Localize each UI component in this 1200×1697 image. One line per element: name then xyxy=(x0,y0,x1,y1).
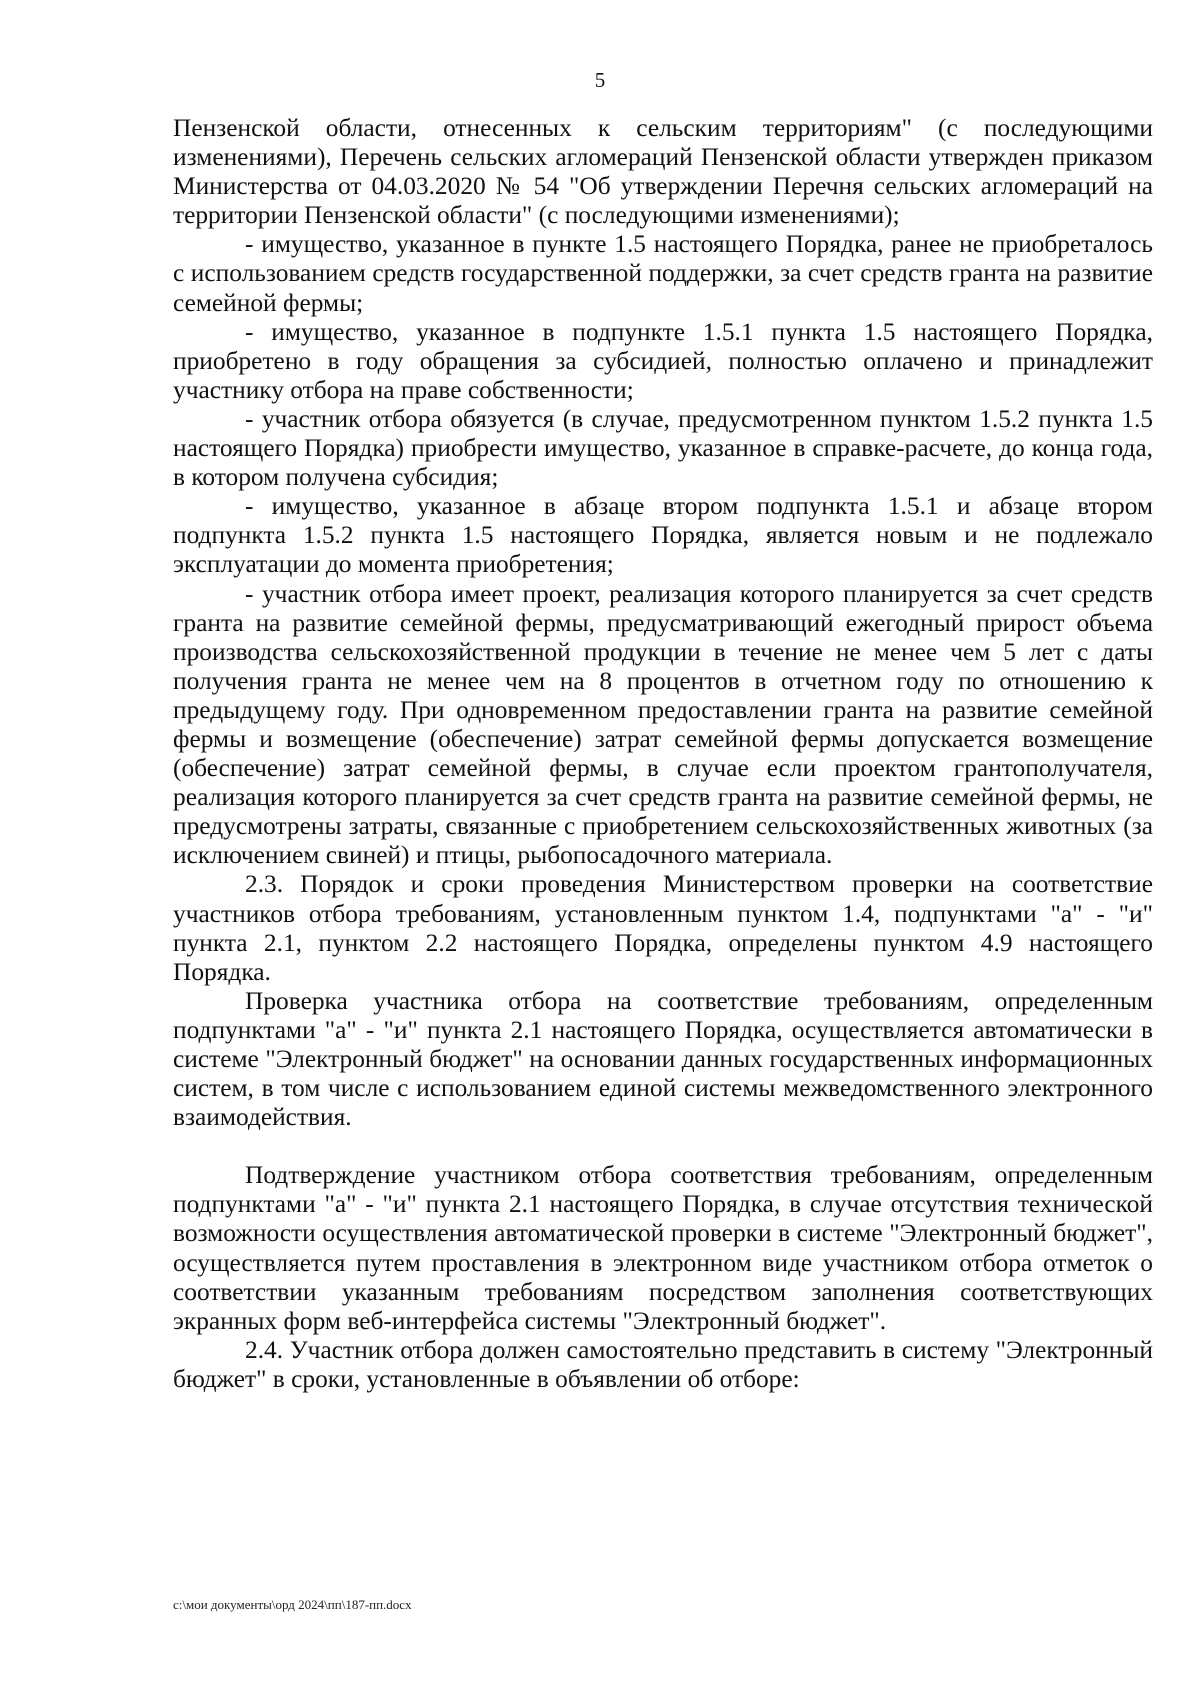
paragraph-section-2-3: 2.3. Порядок и сроки проведения Министерством проверки на соответствие участников отбора требованиям, установленным пунктом 1.4, подпунктами "а" - "и" пункта 2.1, пунктом 2.2 настоящего Порядка, определены пунктом 4.9 настоящего Порядка. xyxy=(173,870,1153,986)
paragraph-property-new: - имущество, указанное в абзаце втором подпункта 1.5.1 и абзаце втором подпункта 1.5.2 пункта 1.5 настоящего Порядка, является новым и не подлежало эксплуатации до момента приобретения; xyxy=(173,492,1153,579)
blank-line xyxy=(173,1132,1153,1161)
paragraph-participant-obligation: - участник отбора обязуется (в случае, предусмотренном пунктом 1.5.2 пункта 1.5 настоящего Порядка) приобрести имущество, указанное в справке-расчете, до конца года, в котором получена субсидия; xyxy=(173,404,1153,492)
paragraph-property-acquired: - имущество, указанное в подпункте 1.5.1 пункта 1.5 настоящего Порядка, приобретено в году обращения за субсидией, полностью оплачено и принадлежит участнику отбора на праве собственности; xyxy=(173,317,1153,404)
document-body xyxy=(173,114,1153,1394)
paragraph-section-2-4: 2.4. Участник отбора должен самостоятельно представить в систему "Электронный бюджет" в сроки, установленные в объявлении об отборе: xyxy=(173,1335,1153,1393)
paragraph-automatic-check: Проверка участника отбора на соответствие требованиям, определенным подпунктами "а" - "и" пункта 2.1 настоящего Порядка, осуществляется автоматически в системе "Электронный бюджет" на основании данных государственных информационных систем, в том числе с использованием единой системы межведомственного электронного взаимодействия. xyxy=(173,986,1153,1132)
paragraph-project-growth: - участник отбора имеет проект, реализация которого планируется за счет средств гранта на развитие семейной фермы, предусматривающий ежегодный прирост объема производства сельскохозяйственной продукции в течение не менее чем 5 лет с даты получения гранта не менее чем на 8 процентов в отчетном году по отношению к предыдущему году. При одновременном предоставлении гранта на развитие семейной фермы и возмещение (обеспечение) затрат семейной фермы допускается возмещение (обеспечение) затрат семейной фермы, в случае если проектом грантополучателя, реализация которого планируется за счет средств гранта на развитие семейной фермы, не предусмотрены затраты, связанные с приобретением сельскохозяйственных животных (за исключением свиней) и птицы, рыбопосадочного материала. xyxy=(173,579,1153,870)
paragraph-confirmation: Подтверждение участником отбора соответствия требованиям, определенным подпунктами "а" - "и" пункта 2.1 настоящего Порядка, в случае отсутствия технической возможности осуществления автоматической проверки в системе "Электронный бюджет", осуществляется путем проставления в электронном виде участником отбора отметок о соответствии указанным требованиям посредством заполнения соответствующих экранных форм веб-интерфейса системы "Электронный бюджет". xyxy=(173,1161,1153,1335)
paragraph-property-not-purchased: - имущество, указанное в пункте 1.5 настоящего Порядка, ранее не приобреталось с использованием средств государственной поддержки, за счет средств гранта на развитие семейной фермы; xyxy=(173,230,1153,317)
paragraph-continuation: Пензенской области, отнесенных к сельским территориям" (с последующими изменениями), Перечень сельских агломераций Пензенской области утвержден приказом Министерства от 04.03.2020 № 54 "Об утверждении Перечня сельских агломераций на территории Пензенской области" (с последующими изменениями); xyxy=(173,114,1153,230)
footer-file-path: c:\мои документы\орд 2024\пп\187-пп.docx xyxy=(173,1597,412,1612)
page-number: 5 xyxy=(594,68,606,92)
